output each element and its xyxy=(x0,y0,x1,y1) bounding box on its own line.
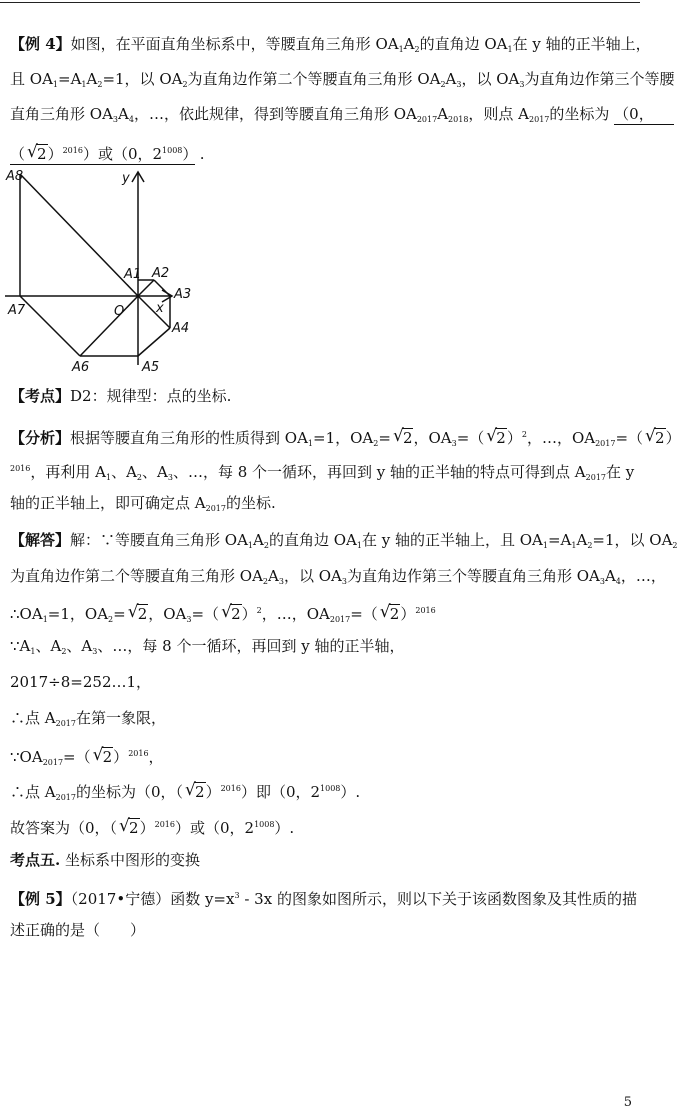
example4-line1: 【例 4】如图，在平面直角坐标系中，等腰直角三角形 $OA_1A_2$的直角边 $OA_1$在 y 轴的正半轴上， xyxy=(10,35,651,54)
example5-line2: 述正确的是（ ） xyxy=(10,921,146,939)
label-x: x xyxy=(156,301,164,316)
jieda-line9: 故答案为（0，（ √ 2）$^{2016}$）或（0，$2^{1008}$）. xyxy=(10,816,295,837)
kaodian-tag: 【考点】 xyxy=(10,387,71,405)
sqrt-symbol: √ 2 xyxy=(92,745,113,766)
jieda-line7: $\because OA_{2017}=$（ √ 2）$^{2016}$， xyxy=(10,745,164,767)
jieda-line4: $\because A_1$、$A_2$、$A_3$、…，每 8 个一循环，再回到 y 轴的正半轴， xyxy=(10,637,405,656)
fenxi-line2: $^{2016}$，再利用 $A_1$、$A_2$、$A_3$、…，每 8 个一循环，再回到 y 轴的正半轴的特点可得到点 $A_{2017}$在 y xyxy=(10,463,635,482)
label-a1: A1 xyxy=(124,267,142,282)
jieda-line8: ∴点 $A_{2017}$的坐标为（0，（ √ 2）$^{2016}$）即（0，$2^{1008}$）. xyxy=(10,780,361,802)
label-o: O xyxy=(114,304,125,319)
label-a6: A6 xyxy=(72,360,90,375)
sqrt-symbol: √ 2 xyxy=(379,602,400,623)
jieda-line1: 【解答】解：∵等腰直角三角形 $OA_1A_2$的直角边 $OA_1$在 y 轴的正半轴上，且 $OA_1=A_1A_2=1$，以 $OA_2$ xyxy=(10,531,678,550)
section-text: 坐标系中图形的变换 xyxy=(60,851,201,869)
example4-line3: 直角三角形 $OA_3A_4$，…，依此规律，得到等腰直角三角形 $OA_{2017}A_{2018}$，则点 $A_{2017}$的坐标为 （0， xyxy=(10,104,674,130)
label-a5: A5 xyxy=(142,360,160,375)
sqrt-symbol: √ 2 xyxy=(119,816,139,837)
fenxi-line1: 【分析】根据等腰直角三角形的性质得到 $OA_1=1$，$OA_2=$ √ 2，$OA_3=$（ √ 2）$^2$，…，$OA_{2017}=$（ √ 2） xyxy=(10,426,681,448)
sqrt-symbol: √ 2 xyxy=(221,602,241,623)
sqrt-symbol: √ 2 xyxy=(486,426,506,447)
label-a4: A4 xyxy=(172,321,190,336)
sqrt-symbol: √ 2 xyxy=(127,602,148,623)
jieda-line5: 2017÷8=252…1， xyxy=(10,673,152,691)
coordinate-figure xyxy=(0,160,220,375)
jieda-line3: $\therefore OA_1=1$，$OA_2=$ √ 2，$OA_3=$（ √ 2）$^2$，…，$OA_{2017}=$（ √ 2）$^{2016}$ xyxy=(10,602,436,624)
jieda-line2: 为直角边作第二个等腰直角三角形 $OA_2A_3$，以 $OA_3$为直角边作第三个等腰直角三角形 $OA_3A_4$，…， xyxy=(10,567,666,586)
fenxi-line3: 轴的正半轴上，即可确定点 $A_{2017}$的坐标. xyxy=(10,494,276,513)
segment-a2-o xyxy=(138,280,154,296)
answer-blank: （ √ 2）$^{2016}$）或（0，$2^{1008}$） xyxy=(10,142,198,163)
fenxi-tag: 【分析】 xyxy=(10,429,71,447)
sqrt-symbol: √ 2 xyxy=(27,142,47,163)
top-rule xyxy=(0,2,640,3)
example4-tag: 【例 4】 xyxy=(10,35,71,53)
sqrt-symbol: √ 2 xyxy=(392,426,413,447)
example5-line1: 【例 5】（2017•宁德）函数 $y=x^3 - 3x$ 的图象如图所示，则以下关于该函数图象及其性质的描 xyxy=(10,890,637,908)
kaodian-line: 【考点】D2：规律型：点的坐标. xyxy=(10,387,232,405)
segment-a2-a3 xyxy=(154,280,170,296)
label-a7: A7 xyxy=(8,303,26,318)
example4-line2: 且 $OA_1=A_1A_2=1$，以 $OA_2$为直角边作第二个等腰直角三角形 $OA_2A_3$，以 $OA_3$为直角边作第三个等腰 xyxy=(10,70,675,89)
label-a8: A8 xyxy=(6,169,24,184)
page-number: 5 xyxy=(623,1095,632,1110)
example5-tag: 【例 5】 xyxy=(10,890,71,908)
segment-a6-o xyxy=(80,296,138,356)
section-heading xyxy=(10,850,200,870)
sqrt-symbol: √ 2 xyxy=(645,426,665,447)
segment-a4-a5 xyxy=(138,328,170,356)
segment-a8-o xyxy=(20,174,138,296)
label-a2: A2 xyxy=(152,266,170,281)
label-y: y xyxy=(122,171,130,186)
section-title: 考点五. xyxy=(10,851,61,869)
segment-a7-a6 xyxy=(20,296,80,356)
example4-line4: （ √ 2）$^{2016}$）或（0，$2^{1008}$） . xyxy=(10,142,205,163)
sqrt-symbol: √ 2 xyxy=(185,780,205,801)
label-a3: A3 xyxy=(174,287,192,302)
answer-blank-start: （0， xyxy=(614,104,674,125)
jieda-tag: 【解答】 xyxy=(10,531,71,549)
jieda-line6: ∴点 $A_{2017}$在第一象限， xyxy=(10,709,166,728)
